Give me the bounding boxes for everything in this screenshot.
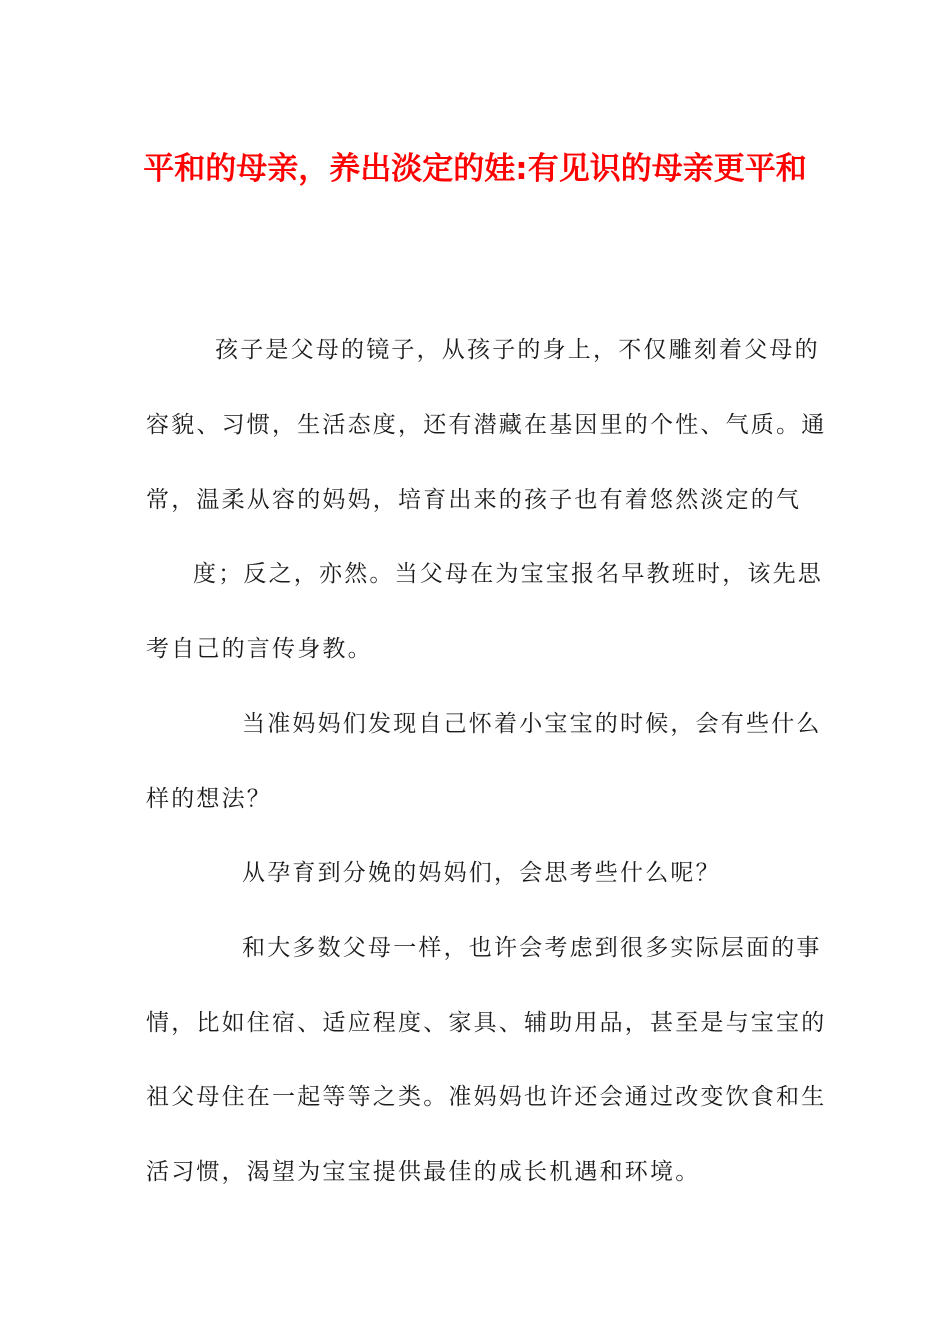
paragraph-1-line-2: 容貌、习惯，生活态度，还有潜藏在基因里的个性、气质。通 bbox=[146, 412, 827, 438]
paragraph-4-line-1: 和大多数父母一样，也许会考虑到很多实际层面的事 bbox=[242, 935, 822, 961]
paragraph-1-line-3: 常，温柔从容的妈妈，培育出来的孩子也有着悠然淡定的气 bbox=[146, 487, 802, 513]
paragraph-4-line-3: 祖父母住在一起等等之类。准妈妈也许还会通过改变饮食和生 bbox=[146, 1084, 827, 1110]
paragraph-2-line-1: 当准妈妈们发现自己怀着小宝宝的时候，会有些什么 bbox=[242, 711, 822, 737]
paragraph-4-line-4: 活习惯，渴望为宝宝提供最佳的成长机遇和环境。 bbox=[146, 1159, 701, 1185]
paragraph-1-line-5: 考自己的言传身教。 bbox=[146, 636, 373, 662]
paragraph-2-line-2: 样的想法？ bbox=[146, 786, 272, 812]
paragraph-3-line-1: 从孕育到分娩的妈妈们，会思考些什么呢？ bbox=[242, 860, 721, 886]
paragraph-4-line-2: 情，比如住宿、适应程度、家具、辅助用品，甚至是与宝宝的 bbox=[146, 1010, 827, 1036]
paragraph-1-line-1: 孩子是父母的镜子，从孩子的身上，不仅雕刻着父母的 bbox=[215, 337, 820, 363]
paragraph-1-line-4: 度；反之，亦然。当父母在为宝宝报名早教班时，该先思 bbox=[193, 561, 823, 587]
document-title: 平和的母亲，养出淡定的娃:有见识的母亲更平和 bbox=[143, 151, 807, 187]
